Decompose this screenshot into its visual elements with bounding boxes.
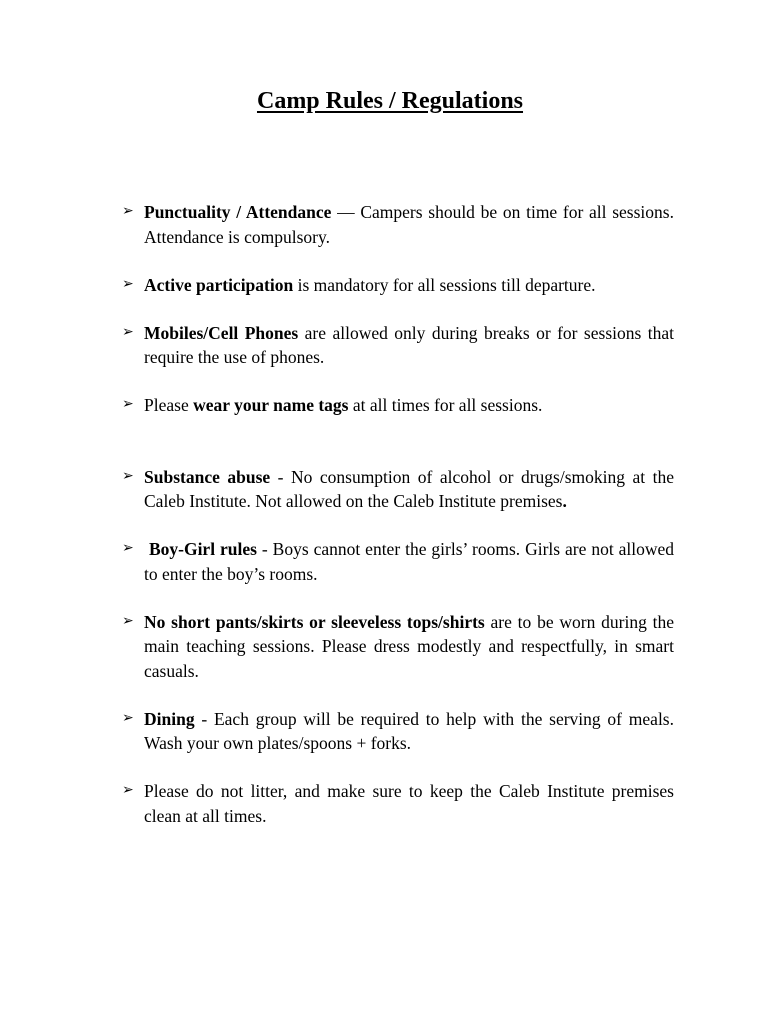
- arrow-bullet-icon: ➢: [122, 397, 134, 412]
- page-title: Camp Rules / Regulations: [256, 88, 524, 114]
- rule-litter: ➢ Please do not litter, and make sure to keep the Caleb Institute premises clean at all times.: [122, 781, 674, 826]
- rule-name-tags: ➢ Please wear your name tags at all times for all sessions.: [122, 393, 674, 418]
- arrow-bullet-icon: ➢: [122, 783, 134, 798]
- rule-heading: Boy-Girl rules: [148, 539, 257, 559]
- rule-heading: wear your name tags: [193, 395, 349, 415]
- rules-list: [122, 200, 674, 852]
- rule-heading: Substance abuse: [144, 466, 271, 487]
- rule-heading: Punctuality / Attendance: [144, 202, 332, 222]
- arrow-bullet-icon: ➢: [122, 324, 134, 340]
- rule-participation: ➢ Active participation is mandatory for all sessions till departure.: [122, 273, 674, 298]
- rule-mobiles: ➢ Mobiles/Cell Phones are allowed only during breaks or for sessions that require the use of phones.: [122, 322, 674, 367]
- arrow-bullet-icon: ➢: [122, 468, 134, 484]
- rule-heading: Dining: [144, 708, 195, 729]
- rule-heading: Active participation: [144, 274, 294, 295]
- rule-punctuality: ➢ Punctuality / Attendance — Campers should be on time for all sessions. Attendance is compulsory.: [122, 202, 674, 247]
- rule-substance-abuse: ➢ Substance abuse - No consumption of alcohol or drugs/smoking at the Caleb Institute. Not allowed on the Caleb Institute premises.: [122, 466, 674, 511]
- rule-dress-code: ➢ No short pants/skirts or sleeveless tops/shirts are to be worn during the main teaching sessions. Please dress modestly and respectfully, in smart casuals.: [122, 611, 674, 681]
- rule-heading: No short pants/skirts or sleeveless tops/shirts: [144, 611, 485, 632]
- arrow-bullet-icon: ➢: [122, 541, 134, 556]
- arrow-bullet-icon: ➢: [122, 710, 134, 726]
- arrow-bullet-icon: ➢: [122, 276, 134, 292]
- rule-heading: Mobiles/Cell Phones: [144, 322, 299, 343]
- rule-boy-girl: ➢ Boy-Girl rules - Boys cannot enter the girls’ rooms. Girls are not allowed to enter the boy’s rooms.: [122, 539, 675, 584]
- arrow-bullet-icon: ➢: [122, 613, 134, 629]
- rule-dining: ➢ Dining - Each group will be required to help with the serving of meals. Wash your own plates/spoons + forks.: [122, 708, 674, 753]
- arrow-bullet-icon: ➢: [122, 204, 134, 219]
